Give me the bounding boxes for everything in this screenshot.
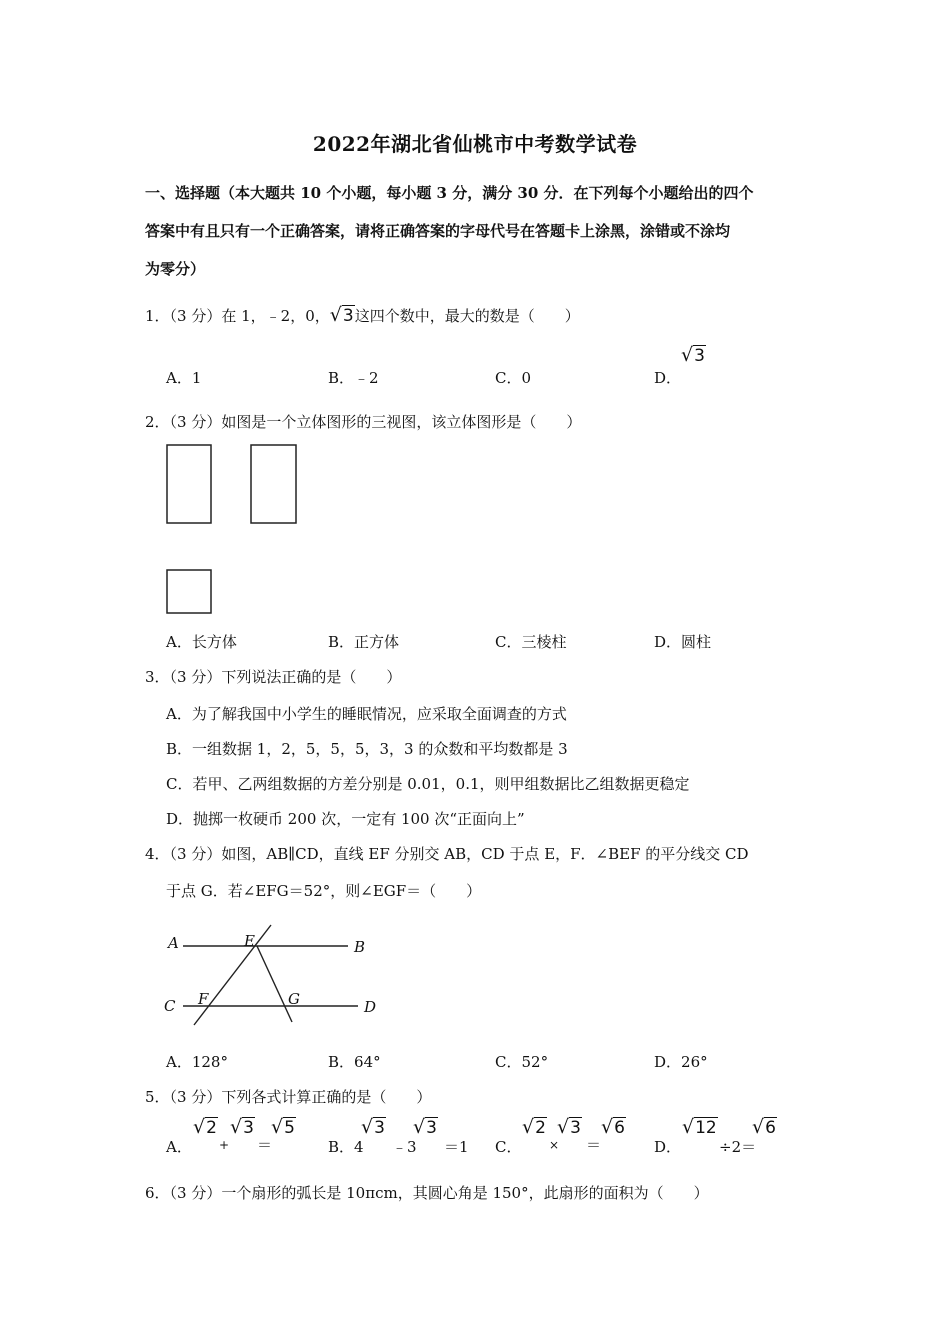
q2-option-d: D．圆柱 [654,633,712,651]
q1-option-a: A．1 [166,369,202,387]
q3-option-a: A．为了解我国中小学生的睡眠情况，应采取全面调查的方式 [166,705,567,723]
section-heading-line2: 答案中有且只有一个正确答案，请将正确答案的字母代号在答题卡上涂黑，涂错或不涂均 [145,222,731,240]
q5-a-op: + [219,1138,230,1152]
q3-option-c: C．若甲、乙两组数据的方差分别是 0.01，0.1，则甲组数据比乙组数据更稳定 [166,775,690,793]
q5-b-sqrt2: √3 [413,1116,437,1138]
q1-option-d: D． [654,369,682,387]
label-g: G [288,990,300,1008]
q5-b-eq: ＝1 [444,1138,469,1156]
q4-option-d: D．26° [654,1053,708,1071]
q5-b-sqrt1: √3 [361,1116,385,1138]
q3-option-d: D．抛掷一枚硬币 200 次，一定有 100 次“正面向上” [166,810,525,828]
bisector-eg [257,946,292,1022]
q5-c-eq: ＝ [586,1136,602,1154]
label-d: D [364,998,377,1016]
q5-a-eq: ＝ [257,1136,273,1154]
section-heading-line1: 一、选择题（本大题共 10 个小题，每小题 3 分，满分 30 分．在下列每个小题给出的四个 [145,184,754,202]
q5-a-sqrt2: √3 [230,1116,254,1138]
q5-option-c-label: C． [495,1138,522,1156]
question-4-line1: 4．（3 分）如图，AB∥CD，直线 EF 分别交 AB，CD 于点 E，F．∠BEF 的平分线交 CD [145,845,749,863]
question-4-line2: 于点 G．若∠EFG＝52°，则∠EGF＝（ ） [166,882,482,900]
question-3: 3．（3 分）下列说法正确的是（ ） [145,668,402,686]
q2-option-b: B．正方体 [328,633,400,651]
q1-suffix: 这四个数中，最大的数是（ ） [354,307,580,325]
q5-option-d-label: D． [654,1138,682,1156]
page-title: 2022年湖北省仙桃市中考数学试卷 [312,132,638,156]
q1-option-b: B．﹣2 [328,369,379,387]
q4-option-b: B．64° [328,1053,381,1071]
q4-option-c: C．52° [495,1053,549,1071]
q5-b-op: ﹣3 [392,1138,417,1156]
q5-option-b-label: B．4 [328,1138,364,1156]
q1-option-c: C．0 [495,369,532,387]
q5-a-sqrt3: √5 [271,1116,295,1138]
q5-c-sqrt3: √6 [601,1116,625,1138]
sqrt-expression: √3 [329,304,354,326]
label-a: A [168,934,179,952]
q5-c-sqrt1: √2 [522,1116,546,1138]
section-heading-line3: 为零分） [145,260,206,278]
q5-d-sqrt1: √12 [682,1116,717,1138]
label-c: C [164,997,176,1015]
q4-option-a: A．128° [166,1053,228,1071]
question-5: 5．（3 分）下列各式计算正确的是（ ） [145,1088,432,1106]
q5-a-sqrt1: √2 [193,1116,217,1138]
q5-d-sqrt3: √6 [752,1116,776,1138]
q3-option-b: B．一组数据 1，2，5，5，5，3，3 的众数和平均数都是 3 [166,740,568,758]
q1-option-d-sqrt: √3 [681,344,705,366]
label-e: E [244,932,255,950]
q5-c-sqrt2: √3 [557,1116,581,1138]
q5-c-op: × [549,1138,560,1152]
q2-option-a: A．长方体 [166,633,237,651]
label-f: F [198,990,209,1008]
q5-option-a-label: A． [166,1138,192,1156]
label-b: B [354,938,366,956]
q2-option-c: C．三棱柱 [495,633,567,651]
question-6: 6．（3 分）一个扇形的弧长是 10πcm，其圆心角是 150°，此扇形的面积为（ ） [145,1184,709,1202]
line-ef [194,925,271,1025]
q1-prefix: 1．（3 分）在 1，﹣2，0， [145,307,330,325]
q5-d-op: ÷2＝ [719,1138,757,1156]
question-2: 2．（3 分）如图是一个立体图形的三视图，该立体图形是（ ） [145,413,582,431]
